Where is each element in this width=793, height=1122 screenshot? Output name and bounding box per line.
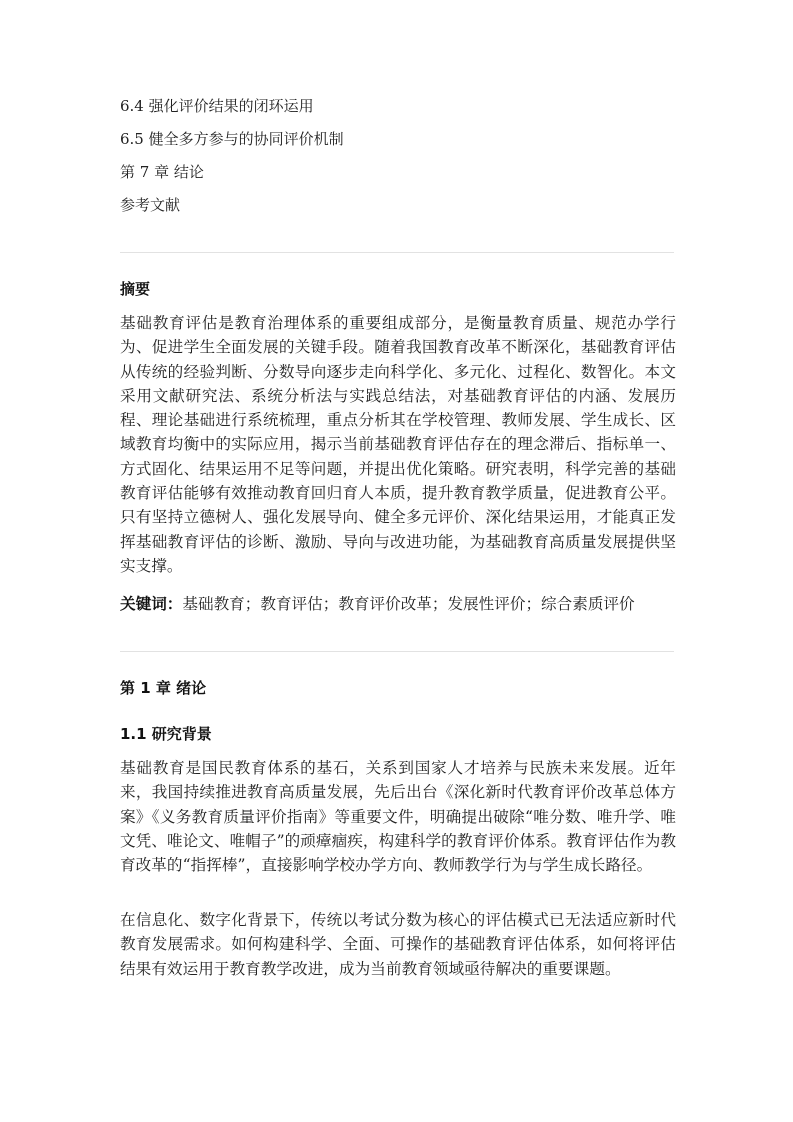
section-divider — [120, 252, 674, 253]
toc-item-references[interactable]: 参考文献 — [120, 196, 181, 214]
section-1-1-heading: 1.1 研究背景 — [120, 725, 212, 743]
section-1-1-paragraph-2: 在信息化、数字化背景下，传统以考试分数为核心的评估模式已无法适应新时代教育发展需求。如何构建科学、全面、可操作的基础教育评估体系，如何将评估结果有效运用于教育教学改进，成为当前教育领域亟待解决的重要课题。 — [120, 911, 676, 978]
toc-item-6-4[interactable]: 6.4 强化评价结果的闭环运用 — [120, 97, 314, 115]
abstract-heading: 摘要 — [120, 280, 151, 298]
keywords-label: 关键词： — [120, 595, 183, 613]
chapter-1-heading: 第 1 章 绪论 — [120, 679, 207, 697]
toc-item-chapter-7[interactable]: 第 7 章 结论 — [120, 163, 204, 181]
keywords-list: 基础教育；教育评估；教育评价改革；发展性评价；综合素质评价 — [182, 595, 635, 613]
abstract-body: 基础教育评估是教育治理体系的重要组成部分，是衡量教育质量、规范办学行为、促进学生全面发展的关键手段。随着我国教育改革不断深化，基础教育评估从传统的经验判断、分数导向逐步走向科学化、多元化、过程化、数智化。本文采用文献研究法、系统分析法与实践总结法，对基础教育评估的内涵、发展历程、理论基础进行系统梳理，重点分析其在学校管理、教师发展、学生成长、区域教育均衡中的实际应用，揭示当前基础教育评估存在的理念滞后、指标单一、方式固化、结果运用不足等问题，并提出优化策略。研究表明，科学完善的基础教育评估能够有效推动教育回归育人本质，提升教育教学质量，促进教育公平。只有坚持立德树人、强化发展导向、健全多元评价、深化结果运用，才能真正发挥基础教育评估的诊断、激励、导向与改进功能，为基础教育高质量发展提供坚实支撑。 — [120, 314, 676, 575]
section-1-1-paragraph-1: 基础教育是国民教育体系的基石，关系到国家人才培养与民族未来发展。近年来，我国持续推进教育高质量发展，先后出台《深化新时代教育评价改革总体方案》《义务教育质量评价指南》等重要文件，明确提出破除“唯分数、唯升学、唯文凭、唯论文、唯帽子”的顽瘴痼疾，构建科学的教育评价体系。教育评估作为教育改革的“指挥棒”，直接影响学校办学方向、教师教学行为与学生成长路径。 — [120, 759, 676, 875]
section-divider — [120, 651, 674, 652]
toc-item-6-5[interactable]: 6.5 健全多方参与的协同评价机制 — [120, 130, 344, 148]
keywords-line — [120, 593, 676, 615]
